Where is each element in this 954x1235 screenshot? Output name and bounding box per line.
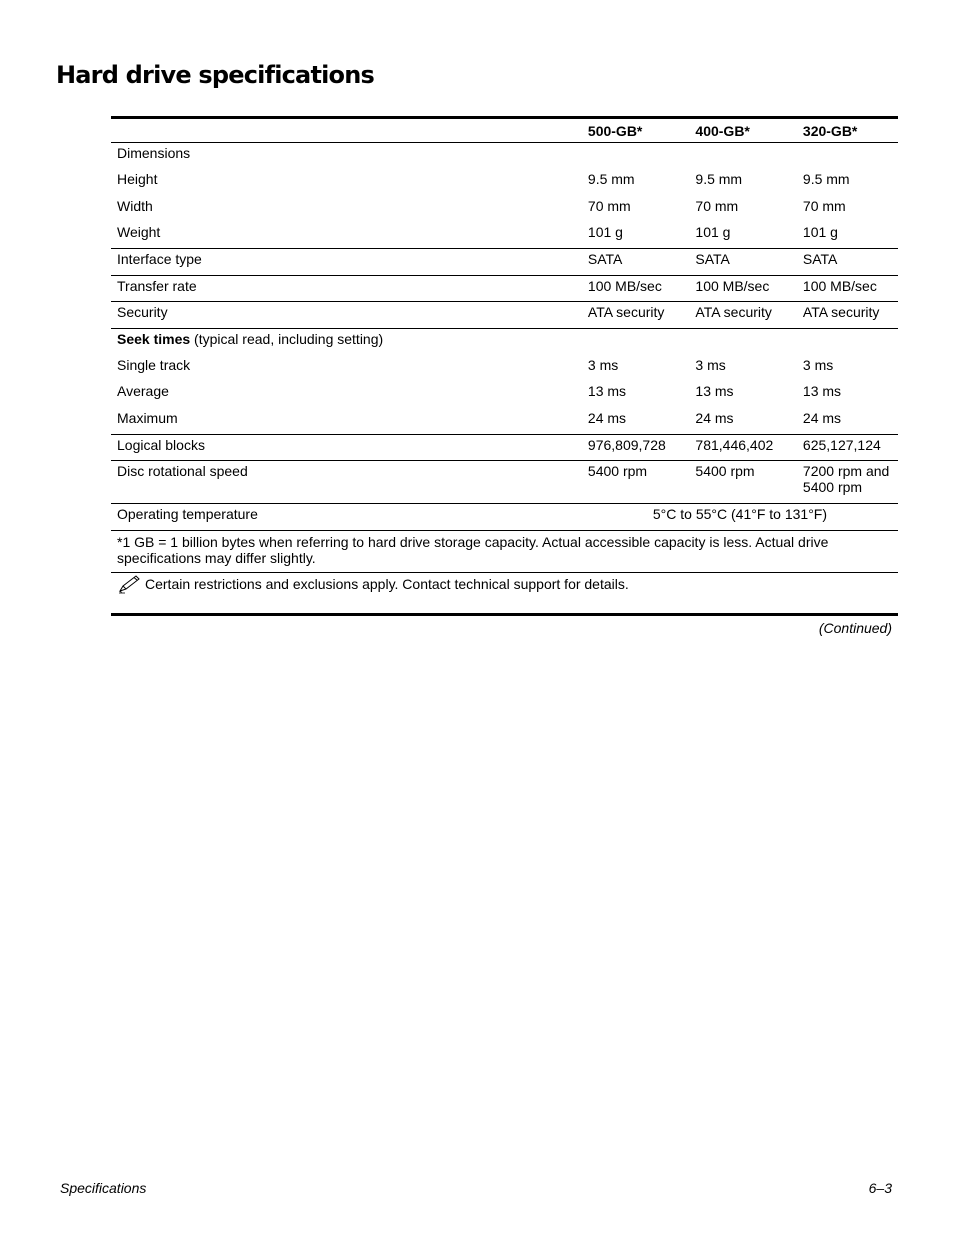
cell: 101 g <box>582 222 690 249</box>
cell: 5400 rpm <box>689 461 797 504</box>
cell: 70 mm <box>695 197 739 214</box>
col-header-320gb: 320-GB* <box>797 118 898 143</box>
spec-table <box>111 116 898 616</box>
table-row-transfer <box>111 275 898 302</box>
cell: 100 MB/sec <box>582 275 690 302</box>
cell: 24 ms <box>797 408 898 435</box>
row-label: Dimensions <box>117 145 191 161</box>
page-title: Hard drive specifications <box>56 61 375 89</box>
cell: 9.5 mm <box>695 171 743 187</box>
cell: 781,446,402 <box>689 434 797 461</box>
cell: SATA <box>797 249 898 276</box>
row-label: Height <box>117 171 158 187</box>
cell: SATA <box>689 249 797 276</box>
cell: 3 ms <box>802 356 834 373</box>
cell: 13 ms <box>695 383 734 399</box>
footer-page-number: 6–3 <box>868 1180 892 1196</box>
footnote-row <box>111 530 898 572</box>
table-row-logical-blocks <box>111 434 898 461</box>
table-row-rotation <box>111 461 898 504</box>
row-label: Average <box>117 383 169 399</box>
note-text: Certain restrictions and exclusions apply. Contact technical support for details. <box>145 575 629 592</box>
header-blank <box>111 118 582 143</box>
row-sublabel: (typical read, including setting) <box>190 330 384 347</box>
row-label: Transfer rate <box>111 275 582 302</box>
cell: 5400 rpm <box>582 461 690 504</box>
cell: 101 g <box>689 222 797 249</box>
footnote: *1 GB = 1 billion bytes when referring to hard drive storage capacity. Actual accessible capacity is less. Actual drive specifications may differ slightly. <box>111 530 898 572</box>
table-row-maximum <box>111 408 898 435</box>
pencil-icon <box>117 574 145 597</box>
cell: 24 ms <box>689 408 797 435</box>
cell: 976,809,728 <box>582 434 690 461</box>
cell: 9.5 mm <box>587 171 635 187</box>
note <box>117 576 892 597</box>
cell: ATA security <box>797 302 898 329</box>
cell: 3 ms <box>695 356 726 373</box>
cell: 9.5 mm <box>802 171 850 187</box>
cell: 70 mm <box>802 197 846 214</box>
cell: 100 MB/sec <box>689 275 797 302</box>
table-row-temperature <box>111 504 898 531</box>
table-row-height <box>111 169 898 196</box>
row-label: Single track <box>117 356 191 373</box>
row-label: Security <box>111 302 582 329</box>
table-row-single-track <box>111 355 898 382</box>
table-row-security <box>111 302 898 329</box>
row-label: Seek times <box>117 330 191 347</box>
footer-section: Specifications <box>60 1180 147 1196</box>
cell: 625,127,124 <box>797 434 898 461</box>
row-label: Maximum <box>111 408 582 435</box>
cell: 100 MB/sec <box>797 275 898 302</box>
row-label: Logical blocks <box>111 434 582 461</box>
cell: 101 g <box>797 222 898 249</box>
continued-label: (Continued) <box>818 620 892 636</box>
cell: 70 mm <box>587 197 631 214</box>
cell: 24 ms <box>582 408 690 435</box>
cell: ATA security <box>582 302 690 329</box>
cell: 3 ms <box>587 356 619 373</box>
cell: 13 ms <box>587 383 627 399</box>
header-row <box>111 118 898 143</box>
cell: 13 ms <box>802 383 842 399</box>
table-row-dimensions <box>111 143 898 170</box>
cell-span: 5°C to 55°C (41°F to 131°F) <box>652 506 828 522</box>
table-row-interface <box>111 249 898 276</box>
table-row-seek <box>111 328 898 355</box>
row-label: Width <box>117 197 153 214</box>
cell: 7200 rpm and 5400 rpm <box>797 461 898 504</box>
table-row-width <box>111 196 898 223</box>
note-row <box>111 572 898 614</box>
row-label: Disc rotational speed <box>111 461 582 504</box>
row-label: Weight <box>111 222 582 249</box>
table-row-weight <box>111 222 898 249</box>
col-header-400gb: 400-GB* <box>689 118 797 143</box>
cell: SATA <box>582 249 690 276</box>
row-label: Interface type <box>111 249 582 276</box>
col-header-500gb: 500-GB* <box>582 118 690 143</box>
row-label: Operating temperature <box>117 506 258 522</box>
cell: ATA security <box>689 302 797 329</box>
table-row-average <box>111 381 898 408</box>
row-label-seek <box>111 328 582 355</box>
